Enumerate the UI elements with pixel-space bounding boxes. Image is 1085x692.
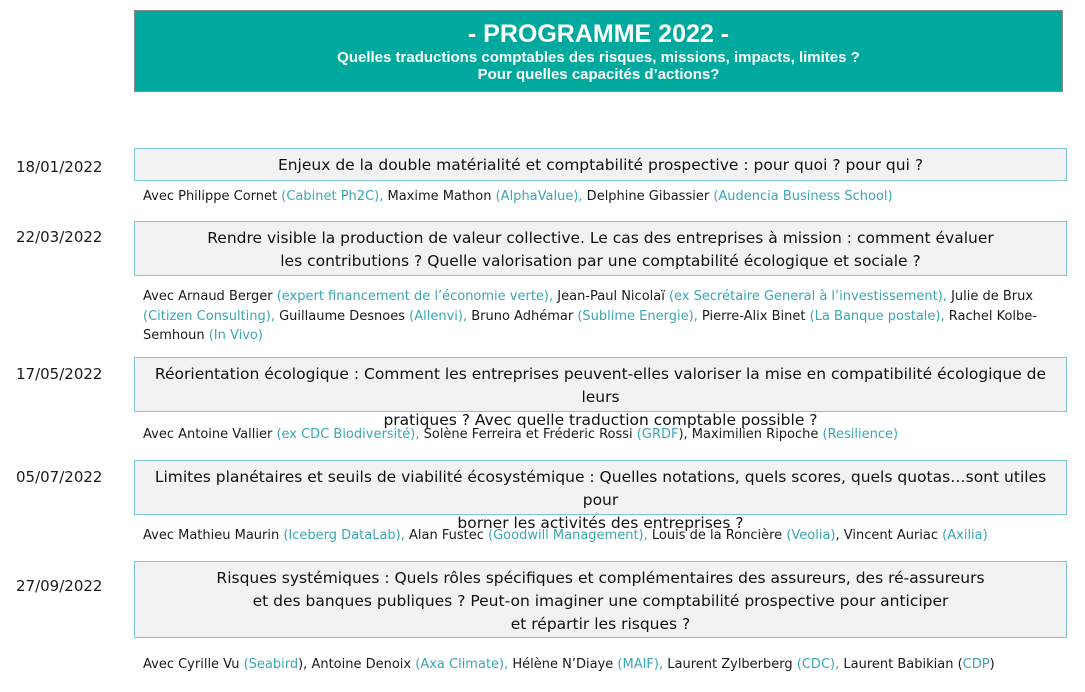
session-title-box xyxy=(134,561,1067,638)
speaker-name: , Vincent Auriac xyxy=(835,528,943,543)
speaker-organisation: (Cabinet Ph2C), xyxy=(281,189,384,204)
session-title-box xyxy=(134,460,1067,532)
programme-subtitle-line1: Quelles traductions comptables des risques, missions, impacts, limites ? xyxy=(337,49,860,66)
session-title-box xyxy=(134,221,1067,276)
session-title-line: pratiques ? Avec quelle traduction comptable possible ? xyxy=(383,411,818,429)
session-title-line: Enjeux de la double matérialité et comptabilité prospective : pour quoi ? pour qui ? xyxy=(277,156,924,174)
speaker-name: Avec Arnaud Berger xyxy=(143,289,277,304)
speaker-organisation: (expert financement de l’économie verte), xyxy=(276,289,554,304)
speaker-organisation: CDP xyxy=(962,657,990,672)
session-speakers xyxy=(143,187,1043,207)
speaker-name: Avec Mathieu Maurin xyxy=(143,528,284,543)
speaker-name: ) xyxy=(989,657,995,672)
speaker-name: Avec Philippe Cornet xyxy=(143,189,282,204)
session-date: 17/05/2022 xyxy=(16,365,103,383)
speaker-organisation: (Iceberg DataLab), xyxy=(283,528,405,543)
session-title-line: Limites planétaires et seuils de viabilité écosystémique : Quelles notations, quels scores, quels quotas…sont utiles pour xyxy=(154,468,1047,509)
speaker-name: Louis de la Roncière xyxy=(647,528,787,543)
programme-header xyxy=(134,10,1063,92)
speaker-name: ), Maximilien Ripoche xyxy=(678,427,823,442)
session-title-box xyxy=(134,357,1067,429)
speaker-organisation: (Axa Climate), xyxy=(415,657,509,672)
session-speakers xyxy=(143,655,1043,675)
speaker-name: Solène Ferreira et Fréderic Rossi xyxy=(419,427,637,442)
speaker-name: Avec Cyrille Vu xyxy=(143,657,244,672)
speaker-organisation: (In Vivo) xyxy=(208,328,263,343)
speaker-organisation: (ex Secrétaire General à l’investissement), xyxy=(668,289,947,304)
speaker-name: Avec Antoine Vallier xyxy=(143,427,277,442)
programme-subtitle-line2: Pour quelles capacités d’actions? xyxy=(477,66,720,83)
speaker-organisation: (ex CDC Biodiversité), xyxy=(276,427,420,442)
programme-title: - PROGRAMME 2022 - xyxy=(467,20,730,48)
session-title-line: et répartir les risques ? xyxy=(510,615,691,633)
session-title-box xyxy=(134,148,1067,181)
session-date: 22/03/2022 xyxy=(16,228,103,246)
speaker-name: Delphine Gibassier xyxy=(582,189,714,204)
speaker-organisation: (Audencia Business School) xyxy=(713,189,893,204)
speaker-name: Julie de Brux xyxy=(946,289,1034,304)
speaker-organisation: (Resilience) xyxy=(822,427,899,442)
speaker-name: Rachel Kolbe-Semhoun xyxy=(143,308,1037,343)
session-title-line: Réorientation écologique : Comment les entreprises peuvent-elles valoriser la mise en compatibilité écologique de leurs xyxy=(154,365,1047,406)
session-date: 05/07/2022 xyxy=(16,468,103,486)
speaker-name: Maxime Mathon xyxy=(383,189,496,204)
speaker-organisation: (Veolia) xyxy=(786,528,836,543)
speaker-organisation: (CDC), xyxy=(796,657,840,672)
speaker-name: Alan Fustec xyxy=(404,528,489,543)
speaker-organisation: (Sublime Energie), xyxy=(577,308,698,324)
session-title-line: Rendre visible la production de valeur collective. Le cas des entreprises à mission : comment évaluer xyxy=(207,229,994,247)
session-date: 18/01/2022 xyxy=(16,158,103,176)
speaker-name: Laurent Zylberberg xyxy=(663,657,797,672)
speaker-organisation: (La Banque postale), xyxy=(809,308,945,324)
speaker-name: Laurent Babikian ( xyxy=(839,657,963,672)
speaker-name: Guillaume Desnoes xyxy=(274,308,410,324)
speaker-name: ), Antoine Denoix xyxy=(298,657,416,672)
speaker-organisation: (AlphaValue), xyxy=(495,189,583,204)
speaker-organisation: (MAIF), xyxy=(617,657,664,672)
session-title-line: et des banques publiques ? Peut-on imaginer une comptabilité prospective pour anticiper xyxy=(252,592,949,610)
session-speakers xyxy=(143,287,1043,346)
speaker-name: Bruno Adhémar xyxy=(467,308,578,324)
session-title-line: borner les activités des entreprises ? xyxy=(457,514,744,532)
speaker-name: Hélène N’Diaye xyxy=(508,657,618,672)
speaker-organisation: (Axilia) xyxy=(942,528,988,543)
speaker-organisation: (Citizen Consulting), xyxy=(143,308,275,324)
session-title-line: les contributions ? Quelle valorisation par une comptabilité écologique et sociale ? xyxy=(280,252,921,270)
speaker-organisation: (Goodwill Management), xyxy=(488,528,648,543)
session-speakers xyxy=(143,526,1043,546)
speaker-organisation: (Allenvi), xyxy=(409,308,468,324)
speaker-organisation: (Seabird xyxy=(243,657,299,672)
speaker-name: Pierre-Alix Binet xyxy=(697,308,810,324)
session-speakers xyxy=(143,425,1043,445)
speaker-name: Jean-Paul Nicolaï xyxy=(553,289,669,304)
speaker-organisation: (GRDF xyxy=(636,427,679,442)
session-date: 27/09/2022 xyxy=(16,577,103,595)
session-title-line: Risques systémiques : Quels rôles spécifiques et complémentaires des assureurs, des ré-assureurs xyxy=(216,569,985,587)
